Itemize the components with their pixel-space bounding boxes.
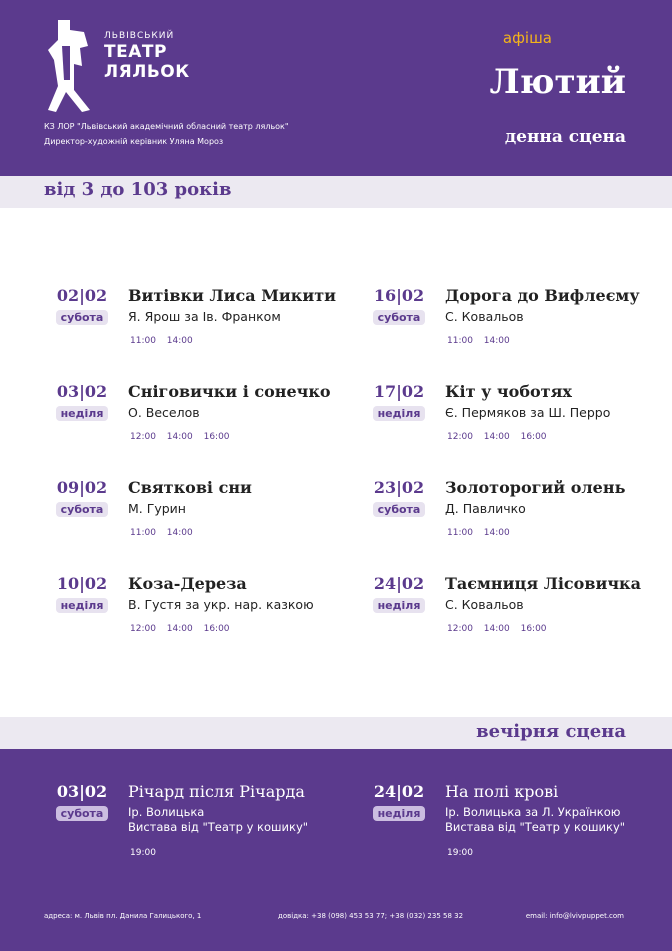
event-title: Святкові сни: [128, 478, 252, 497]
footer-email[interactable]: email: info@lvivpuppet.com: [525, 912, 624, 920]
event-times: 19:00: [130, 848, 156, 858]
footer-address: адреса: м. Львів пл. Данила Галицького, 1: [44, 912, 202, 920]
event-times: 11:00 14:00: [130, 528, 193, 538]
event-times: 12:00 14:00 16:00: [447, 432, 547, 442]
event-date: 24|02: [373, 574, 425, 593]
event-author: М. Гурин: [128, 501, 186, 516]
event-date: 23|02: [373, 478, 425, 497]
event-title: Кіт у чоботях: [445, 382, 572, 401]
event-author: Д. Павличко: [445, 501, 526, 516]
event-day: субота: [56, 310, 108, 325]
event-card: [52, 478, 362, 558]
event-day: неділя: [373, 598, 425, 613]
event-author: О. Веселов: [128, 405, 200, 420]
afisha-label: афіша: [502, 29, 552, 47]
event-times: 12:00 14:00 16:00: [130, 624, 230, 634]
event-card: [369, 382, 672, 462]
event-title: На полі крові: [445, 782, 559, 801]
event-date: 16|02: [373, 286, 425, 305]
event-card: [52, 382, 362, 462]
event-day: субота: [56, 502, 108, 517]
event-date: 02|02: [56, 286, 108, 305]
event-times: 19:00: [447, 848, 473, 858]
event-day: неділя: [56, 598, 108, 613]
header-panel: [0, 0, 672, 176]
event-card: [52, 574, 362, 654]
event-day: неділя: [373, 806, 425, 821]
event-day: неділя: [56, 406, 108, 421]
event-title: Витівки Лиса Микити: [128, 286, 336, 305]
event-times: 12:00 14:00 16:00: [447, 624, 547, 634]
event-times: 11:00 14:00: [130, 336, 193, 346]
org-name: КЗ ЛОР "Львівський академічний обласний театр ляльок": [44, 122, 289, 131]
event-title: Дорога до Вифлеєму: [445, 286, 640, 305]
month-title: Лютий: [489, 62, 626, 102]
event-date: 09|02: [56, 478, 108, 497]
evening-event-card: [52, 782, 372, 882]
logo-puppets: ЛЯЛЬОК: [104, 62, 190, 82]
event-author: Я. Ярош за Ів. Франком: [128, 309, 281, 324]
event-company: Вистава від "Театр у кошику": [445, 820, 626, 834]
event-card: [369, 478, 672, 558]
event-company: Вистава від "Театр у кошику": [128, 820, 309, 834]
logo-theatre: ТЕАТР: [104, 42, 167, 62]
event-author: Ір. Волицька: [128, 805, 205, 819]
event-author: С. Ковальов: [445, 597, 524, 612]
event-times: 11:00 14:00: [447, 528, 510, 538]
evening-stage-label: вечірня сцена: [476, 721, 626, 742]
logo-city: ЛЬВІВСЬКИЙ: [104, 31, 175, 41]
event-author: В. Густя за укр. нар. казкою: [128, 597, 314, 612]
event-date: 03|02: [56, 782, 108, 801]
event-author: С. Ковальов: [445, 309, 524, 324]
evening-event-card: [369, 782, 672, 882]
day-stage-label: денна сцена: [504, 127, 626, 147]
event-title: Таємниця Лісовичка: [445, 574, 641, 593]
event-date: 17|02: [373, 382, 425, 401]
event-title: Сніговички і сонечко: [128, 382, 331, 401]
event-times: 11:00 14:00: [447, 336, 510, 346]
event-times: 12:00 14:00 16:00: [130, 432, 230, 442]
event-date: 24|02: [373, 782, 425, 801]
event-date: 03|02: [56, 382, 108, 401]
puppet-logo-icon: [44, 20, 104, 114]
event-author: Ір. Волицька за Л. Українкою: [445, 805, 621, 819]
director-name: Директор-художній керівник Уляна Мороз: [44, 137, 224, 146]
event-card: [52, 286, 362, 366]
event-title: Річард після Річарда: [128, 782, 305, 801]
event-date: 10|02: [56, 574, 108, 593]
event-day: субота: [56, 806, 108, 821]
footer-phone[interactable]: довідка: +38 (098) 453 53 77; +38 (032) 235 58 32: [278, 912, 464, 920]
event-author: Є. Пермяков за Ш. Перро: [445, 405, 611, 420]
event-card: [369, 574, 672, 654]
event-title: Золоторогий олень: [445, 478, 626, 497]
event-day: субота: [373, 310, 425, 325]
event-day: неділя: [373, 406, 425, 421]
event-day: субота: [373, 502, 425, 517]
age-range: від 3 до 103 років: [44, 179, 232, 200]
event-card: [369, 286, 672, 366]
event-title: Коза-Дереза: [128, 574, 247, 593]
